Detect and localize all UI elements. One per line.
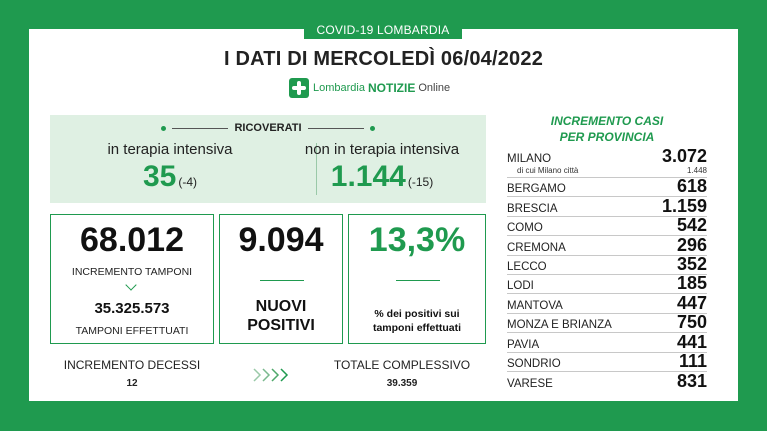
page-title: I DATI DI MERCOLEDÌ 06/04/2022 [223,48,544,70]
ricoverati-label: RICOVERATI [234,122,302,134]
divider [308,128,364,129]
province-name: SONDRIO [507,357,561,370]
province-title [508,113,706,145]
province-row [507,350,707,372]
province-row [507,178,707,197]
province-value: 447 [676,292,707,313]
province-row [507,294,707,313]
intensive-delta: (-4) [178,175,198,189]
non-intensive-block [282,141,482,194]
divider [172,128,228,129]
province-value: 296 [676,234,707,255]
province-value: 542 [676,215,707,236]
positivi-box [219,214,343,344]
province-list [507,146,707,391]
decessi-increment-label: INCREMENTO DECESSI [63,358,201,372]
province-name: VARESE [507,378,553,391]
percentuale-label-line2: tamponi effettuati [372,322,462,334]
province-value: 185 [676,273,707,294]
province-title-line1: INCREMENTO CASI [550,114,664,128]
province-row [507,314,707,333]
arrows-right-icon [252,367,292,383]
percentuale-label [349,307,485,335]
province-value: 618 [676,176,707,197]
province-value: 3.072 [661,146,707,166]
non-intensive-value-row [282,160,482,194]
logo [289,77,450,99]
ricoverati-panel [50,115,486,203]
percentuale-value: 13,3% [368,221,466,259]
province-name: CREMONA [507,241,566,254]
dot-icon [370,126,375,131]
ricoverati-header [50,122,486,134]
intensive-value-row [70,160,270,194]
non-intensive-value: 1.144 [330,160,406,193]
non-intensive-delta: (-15) [407,175,434,189]
province-title-line2: PER PROVINCIA [559,130,655,144]
province-row [507,333,707,352]
decessi-increment [56,358,208,389]
province-value: 352 [676,253,707,274]
percentuale-label-line1: % dei positivi sui [374,308,460,320]
province-name: LECCO [507,260,547,273]
decessi-increment-value: 12 [126,378,138,389]
province-value: 831 [676,371,707,392]
province-name: MANTOVA [507,299,563,312]
province-name: BRESCIA [507,202,558,215]
intensive-label: in terapia intensiva [107,141,233,158]
province-name: COMO [507,222,543,235]
province-row [507,275,707,294]
positivi-value: 9.094 [238,221,324,259]
milano-city-label: di cui Milano città [517,166,579,175]
province-row [507,197,707,216]
non-intensive-label: non in terapia intensiva [304,141,460,158]
milano-city-value: 1.448 [686,166,707,175]
province-row-milano [507,146,707,166]
province-name: BERGAMO [507,183,566,196]
tamponi-increment-label: INCREMENTO TAMPONI [71,266,193,278]
province-value: 750 [676,312,707,333]
decessi-total-value: 39.359 [386,378,418,389]
decessi-total [324,358,480,389]
divider [260,280,304,281]
positivi-label-line2: POSITIVI [247,317,315,334]
province-row [507,372,707,391]
tamponi-total-value: 35.325.573 [94,300,170,317]
positivi-label [220,297,342,335]
logo-prefix: Lombardia [313,82,365,94]
province-value: 111 [678,350,707,371]
positivi-label-line1: NUOVI [255,298,307,315]
province-row [507,253,707,275]
chevron-down-icon [125,279,136,290]
province-name: PAVIA [507,338,540,351]
logo-suffix: Online [418,82,451,94]
intensive-value: 35 [142,160,177,193]
tamponi-total-label: TAMPONI EFFETTUATI [75,325,189,337]
percentuale-box [348,214,486,344]
province-name: MONZA E BRIANZA [507,319,612,332]
province-row [507,236,707,255]
region-tag: COVID-19 LOMBARDIA [304,22,462,39]
province-row [507,217,707,236]
province-name: LODI [507,280,534,293]
province-name: MILANO [507,153,552,165]
tamponi-increment-value: 68.012 [80,221,184,259]
logo-main: NOTIZIE [367,81,416,95]
province-value: 441 [676,331,707,352]
decessi-total-label: TOTALE COMPLESSIVO [333,358,471,372]
tamponi-box [50,214,214,344]
lombardia-cross-icon [289,78,309,98]
divider [396,280,440,281]
intensive-block [70,141,270,194]
province-value: 1.159 [661,195,707,216]
dot-icon [161,126,166,131]
